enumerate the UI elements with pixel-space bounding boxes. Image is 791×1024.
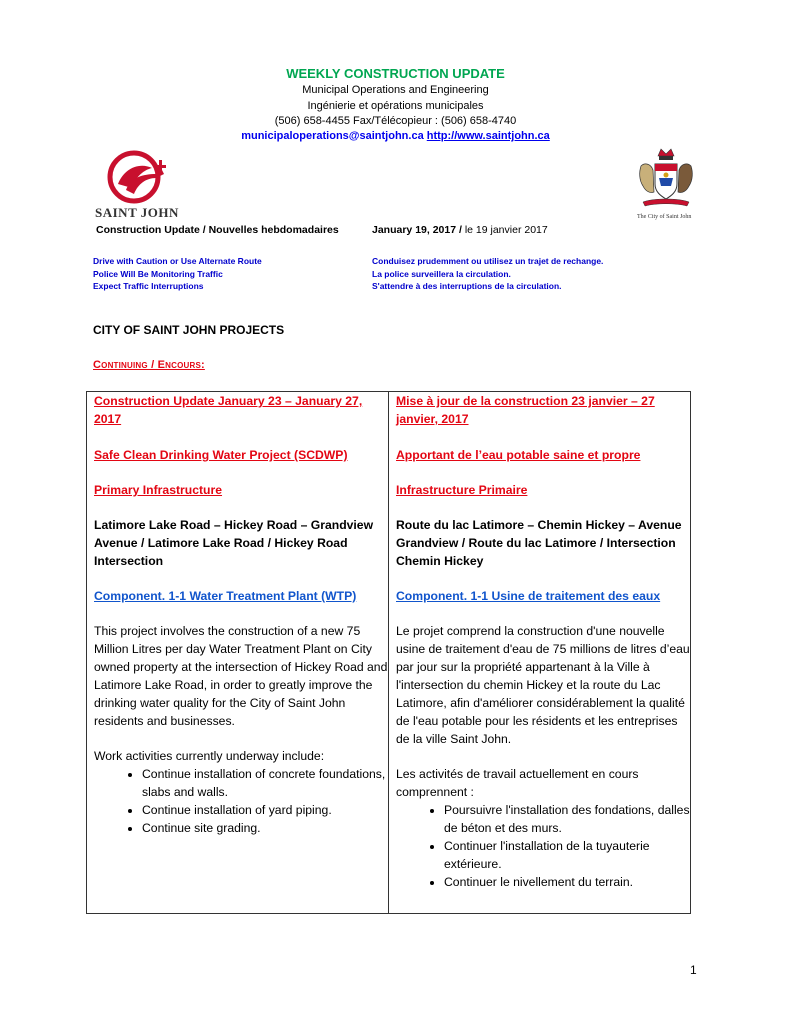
coat-of-arms-icon — [637, 146, 695, 212]
update-label: Construction Update / Nouvelles hebdomadaires — [96, 224, 339, 236]
right-bullet-list — [396, 801, 692, 891]
left-component: Component. 1-1 Water Treatment Plant (WTP) — [94, 589, 357, 603]
email-link[interactable]: municipaloperations@saintjohn.ca — [241, 130, 424, 142]
left-infrastructure: Primary Infrastructure — [94, 483, 223, 497]
left-work-intro: Work activities currently underway include: — [94, 749, 325, 763]
saint-john-logo-text: SAINT JOHN — [95, 205, 179, 220]
warning-fr-2: La police surveillera la circulation. — [372, 268, 511, 279]
website-link[interactable]: http://www.saintjohn.ca — [426, 130, 550, 142]
right-description: Le projet comprend la construction d'une nouvelle usine de traitement d'eau de 75 millions de litres d’eau par jour sur la propriété appartenant à la Ville à l'intersection du chemin Hickey et la route du Lac Latimore, afin d'améliorer considérablement la qualité de l'eau potable pour les résidents et les entreprises de la ville Saint John. — [396, 624, 690, 746]
contact-line — [0, 130, 791, 142]
left-bullet-list — [94, 765, 390, 837]
update-date-slash: / — [458, 224, 462, 236]
warning-fr-1: Conduisez prudemment ou utilisez un trajet de rechange. — [372, 256, 604, 266]
update-table — [86, 391, 691, 914]
update-date-en: January 19, 2017 — [372, 224, 457, 236]
continuing-heading: Continuing / Encours: — [93, 359, 205, 371]
warning-en-3: Expect Traffic Interruptions — [93, 281, 204, 291]
warning-en-2: Police Will Be Monitoring Traffic — [93, 268, 223, 279]
phone-fax: (506) 658-4455 Fax/Télécopieur : (506) 658-4740 — [274, 115, 517, 127]
right-work-intro: Les activités de travail actuellement en cours comprennent : — [396, 767, 639, 799]
column-english — [94, 392, 390, 837]
list-item: • Continue installation of concrete foundations, slabs and walls. — [142, 765, 390, 801]
left-update-heading: Construction Update January 23 – January 27, 2017 — [94, 394, 363, 426]
page-number: 1 — [690, 963, 697, 977]
department-en: Municipal Operations and Engineering — [302, 84, 489, 96]
projects-heading: CITY OF SAINT JOHN PROJECTS — [93, 323, 285, 337]
list-item: • Poursuivre l'installation des fondations, dalles de béton et des murs. — [444, 801, 692, 837]
right-infrastructure: Infrastructure Primaire — [396, 483, 528, 497]
list-item: • Continuer l'installation de la tuyauterie extérieure. — [444, 837, 692, 873]
left-description: This project involves the construction of a new 75 Million Litres per day Water Treatment Plant on City owned property at the intersection of Hickey Road and Latimore Lake Road, in order to greatly improve the drinking water quality for the City of Saint John residents and businesses. — [94, 624, 388, 728]
warning-en-1: Drive with Caution or Use Alternate Route — [93, 256, 262, 266]
warning-fr-3: S'attendre à des interruptions de la circulation. — [372, 281, 562, 291]
warnings-en — [93, 255, 262, 293]
list-item: • Continue site grading. — [142, 819, 390, 837]
update-date — [372, 224, 548, 236]
coat-of-arms-caption: The City of Saint John — [637, 214, 692, 220]
left-location: Latimore Lake Road – Hickey Road – Grandview Avenue / Latimore Lake Road / Hickey Road Intersection — [94, 518, 374, 568]
warnings-fr — [372, 255, 603, 293]
left-project-title: Safe Clean Drinking Water Project (SCDWP) — [94, 448, 348, 462]
right-update-heading: Mise à jour de la construction 23 janvier – 27 janvier, 2017 — [396, 394, 655, 426]
column-french — [396, 392, 692, 891]
update-date-fr: le 19 janvier 2017 — [464, 224, 548, 236]
saint-john-logo-icon — [104, 148, 170, 206]
right-component: Component. 1-1 Usine de traitement des eaux — [396, 589, 661, 603]
document-title: WEEKLY CONSTRUCTION UPDATE — [286, 66, 505, 81]
list-item: • Continuer le nivellement du terrain. — [444, 873, 692, 891]
department-fr: Ingénierie et opérations municipales — [307, 100, 484, 112]
right-location: Route du lac Latimore – Chemin Hickey – Avenue Grandview / Route du lac Latimore / Intersection Chemin Hickey — [396, 518, 682, 568]
list-item: • Continue installation of yard piping. — [142, 801, 390, 819]
right-project-title: Apportant de l’eau potable saine et propre — [396, 448, 641, 462]
